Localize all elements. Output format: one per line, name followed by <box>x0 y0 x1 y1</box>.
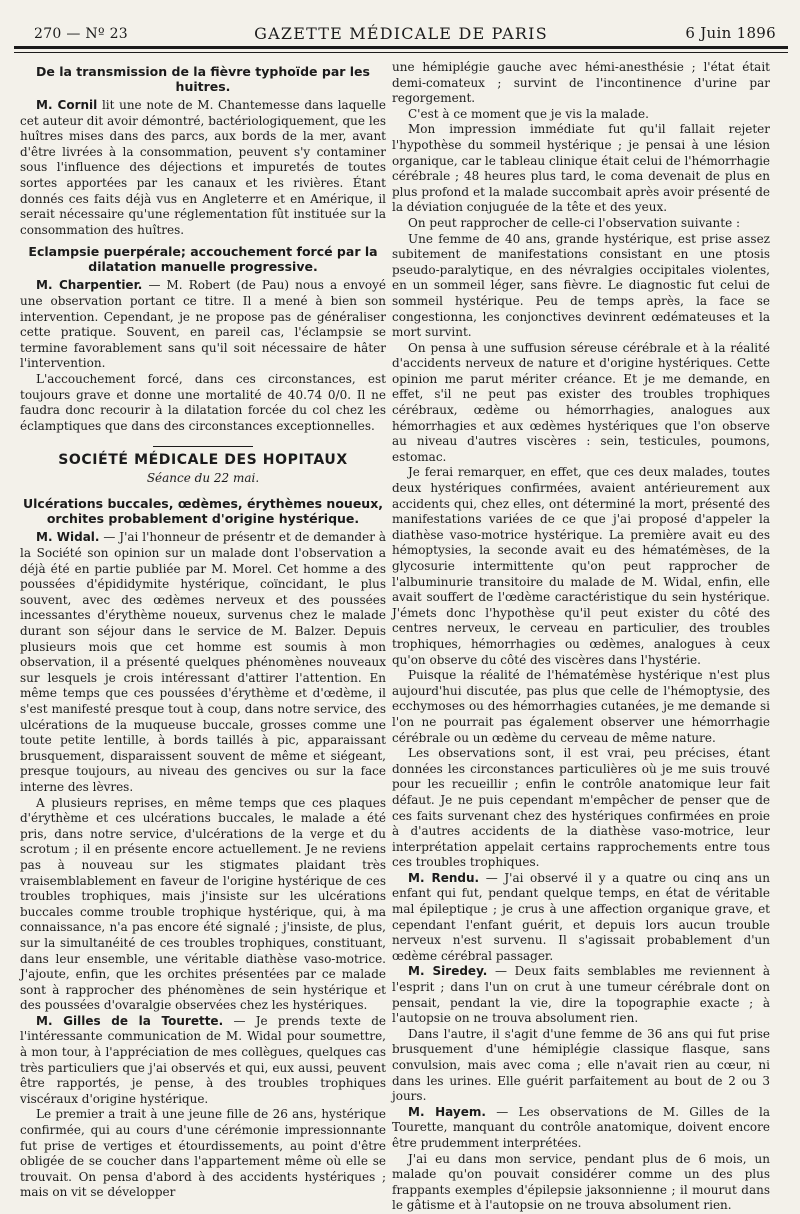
paragraph: On peut rapprocher de celle-ci l'observation suivante : <box>408 215 741 230</box>
paragraph: — Deux faits semblables me reviennent à l'esprit ; dans l'un on crut à une tumeur cérébrale dont on pensait, pendant la vie, dire la topographie exacte ; à l'autopsie on ne trouva absolument rien. <box>392 964 770 1026</box>
paragraph: J'ai eu dans mon service, pendant plus de 6 mois, un malade qu'on pouvait considérer comme un des plus frappants exemples d'épilepsie jaksonnienne ; il mourut dans le gâtisme et à l'autopsie on ne trouva absolument rien. <box>392 1151 770 1213</box>
paragraph: — Les observations de M. Gilles de la Tourette, manquant du contrôle anatomique, doivent encore être prudemment interprétées. <box>392 1104 770 1150</box>
speaker-widal: M. Widal. <box>36 530 100 545</box>
paragraph: Dans l'autre, il s'agit d'une femme de 36 ans qui fut prise brusquement d'une hémiplégie classique flasque, sans convulsion, mais avec coma ; elle n'avait rien au cœur, ni dans les urines. Elle guérit parfaitement au bout de 2 ou 3 jours. <box>392 1026 770 1104</box>
paragraph: Mon impression immédiate fut qu'il fallait rejeter l'hypothèse du sommeil hystérique ; je pensai à une lésion organique, car le tableau clinique était celui de l'hémorrhagie cérébrale ; 48 heures plus tard, le coma devenait de plus en plus profond et la malade succombait après avoir présenté de la déviation conjuguée de la tête et des yeux. <box>392 122 771 215</box>
paragraph: Le premier a trait à une jeune fille de 26 ans, hystérique confirmée, qui au cours d'une cérémonie impressionnante fut prise de vertiges et étourdissements, au point d'être obligée de se coucher dans l'appartement même où elle se trouvait. On pensa d'abord à des accidents hystériques ; mais on vit se développer <box>20 1107 386 1200</box>
issue-date: 6 Juin 1896 <box>685 24 776 42</box>
left-column <box>20 60 386 1201</box>
speaker-charpentier: M. Charpentier. <box>36 278 143 293</box>
paragraph: Les observations sont, il est vrai, peu précises, étant données les circonstances particulières où je me suis trouvé pour les recueillir ; enfin le contrôle anatomique leur fait défaut. Je ne puis cependant m'empêcher de penser que de ces faits survenant chez des hystériques confirmées en proie à d'autres accidents de la diathèse vaso-motrice, leur interprétation appelait certains rapprochements entre tous ces troubles trophiques. <box>392 746 770 870</box>
header-rule <box>14 52 788 53</box>
paragraph: une hémiplégie gauche avec hémi-anesthésie ; l'état était demi-comateux ; survint de l'incontinence d'urine par regorgement. <box>392 60 770 106</box>
paragraph: Une femme de 40 ans, grande hystérique, est prise assez subitement de manifestations consistant en une ptosis pseudo-paralytique, en des névralgies occipitales violentes, en un sommeil léger, sans fièvre. Le diagnostic fut celui de sommeil hystérique. Peu de temps après, la face se congestionna, les conjonctives devinrent œdémateuses et la mort survint. <box>392 231 770 340</box>
section-divider <box>153 446 253 447</box>
session-date: Séance du 22 mai. <box>146 470 260 485</box>
section-heading-typhoid: De la transmission de la fièvre typhoïde par les huitres. <box>36 64 370 94</box>
speaker-siredey: M. Siredey. <box>408 964 488 979</box>
speaker-cornil: M. Cornil <box>36 98 98 112</box>
right-column <box>392 60 770 1214</box>
paragraph: C'est à ce moment que je vis la malade. <box>408 106 649 121</box>
paragraph: On pensa à une suffusion séreuse cérébrale et à la réalité d'accidents nerveux de nature et d'origine hystériques. Cette opinion me parut mériter créance. Et je me demande, en effet, s'il ne peut pas exister des troubles trophiques cérébraux, œdème ou hémorrhagies, analogues aux hémorrhagies et aux œdèmes hystériques que l'on observe au niveau d'autres viscères : sein, testicules, poumons, estomac. <box>392 340 770 464</box>
page-number: 270 — Nº 23 <box>34 26 129 42</box>
paragraph: — Je prends texte de l'intéressante communication de M. Widal pour soumettre, à mon tour, à l'appréciation de mes collègues, quelques cas très particuliers que j'ai observés et qui, eux aussi, peuvent être rapportés, je pense, à des troubles trophiques viscéraux d'origine hystérique. <box>20 1013 386 1106</box>
paragraph: — M. Robert (de Pau) nous a envoyé une observation portant ce titre. Il a mené à bien son intervention. Cependant, je ne propose pas de généraliser cette pratique. Souvent, en pareil cas, l'éclampsie se termine favorablement sans qu'il soit nécessaire de hâter l'intervention. <box>20 278 386 371</box>
paragraph: Puisque la réalité de l'hématémèse hystérique n'est plus aujourd'hui discutée, pas plus que celle de l'hémoptysie, des ecchymoses ou des hémorrhagies cutanées, je me demande si l'on ne pourrait pas également observer une hémorrhagie cérébrale ou un œdème du cerveau de même nature. <box>392 668 770 745</box>
page-header <box>14 14 788 49</box>
speaker-gilles-de-la-tourette: M. Gilles de la Tourette. <box>36 1013 224 1028</box>
paragraph: — J'ai observé il y a quatre ou cinq ans un enfant qui fut, pendant quelque temps, en état de véritable mal épileptique ; je crus à une affection organique grave, et cependant l'enfant guérit, et depuis lors aucun trouble nerveux n'est survenu. Il s'agissait probablement d'un œdème cérébral passager. <box>392 870 770 963</box>
section-heading-eclampsie: Eclampsie puerpérale; accouchement forcé par la dilatation manuelle progressive. <box>28 244 378 275</box>
section-heading-ulcerations: Ulcérations buccales, œdèmes, érythèmes noueux, orchites probablement d'origine hystérique. <box>22 496 384 527</box>
journal-title: GAZETTE MÉDICALE DE PARIS <box>254 24 548 43</box>
paragraph: — J'ai l'honneur de présentr et de demander à la Société son opinion sur un malade dont l'observation a déjà été en partie publiée par M. Morel. Cet homme a des poussées d'épididymite hystérique, coïncidant, le plus souvent, avec des œdèmes nerveux et des poussées incessantes d'érythème noueux, survenus chez le malade durant son séjour dans le service de M. Balzer. Depuis plusieurs mois que cet homme est soumis à mon observation, il a présenté quelques phénomènes nouveaux sur lesquels je crois intéressant d'attirer l'attention. En même temps que ces poussées d'érythème et d'œdème, il s'est manifesté presque tout à coup, dans notre service, des ulcérations de la muqueuse buccale, grosses comme une toute petite lentille, à bords taillés à pic, apparaissant brusquement, disparaissent souvent de même et siégeant, presque toujours, au niveau des gencives ou sur la face interne des lèvres. <box>20 530 386 794</box>
speaker-rendu: M. Rendu. <box>408 870 480 885</box>
paragraph: L'accouchement forcé, dans ces circonstances, est toujours grave et donne une mortalité de 40.74 0/0. Il ne faudra donc recourir à la dilatation forcée du col chez les éclamptiques que dans des circonstances exceptionnelles. <box>20 371 386 433</box>
paragraph: lit une note de M. Chantemesse dans laquelle cet auteur dit avoir démontré, bactériologiquement, que les huîtres mises dans des parcs, aux bords de la mer, avant d'être livrées à la consommation, peuvent s'y contaminer sous l'influence des déjections et impuretés de toutes sortes apportées par les canaux et les rivières. Étant donnés ces faits déjà vus en Angleterre et en Amérique, il serait nécessaire qu'une réglementation fût instituée sur la consommation des huîtres. <box>20 98 386 237</box>
society-title: SOCIÉTÉ MÉDICALE DES HOPITAUX <box>58 452 348 469</box>
paragraph: A plusieurs reprises, en même temps que ces plaques d'érythème et ces ulcérations buccales, le malade a été pris, dans notre service, d'ulcérations de la verge et du scrotum ; il en présente encore actuellement. Je ne reviens pas à nouveau sur les stigmates plaidant très vraisemblablement en faveur de l'origine hystérique de ces troubles trophiques, mais j'insiste sur les ulcérations buccales comme trouble trophique hystérique, qui, à ma connaissance, n'a pas encore été signalé ; j'insiste, de plus, sur la simultanéité de ces troubles trophiques, constituant, dans leur ensemble, une véritable diathèse vaso-motrice. J'ajoute, enfin, que les orchites présentées par ce malade sont à rapprocher des phénomènes de sein hystérique et des poussées d'ovaralgie observées chez les hystériques. <box>20 795 386 1013</box>
speaker-hayem: M. Hayem. <box>408 1104 486 1119</box>
paragraph: Je ferai remarquer, en effet, que ces deux malades, toutes deux hystériques confirmées, avaient antérieurement aux accidents qui, chez elles, ont déterminé la mort, présenté des manifestations variées de ce que j'ai proposé d'appeler la diathèse vaso-motrice hystérique. La première avait eu des hémoptysies, la seconde avait eu des hématémèses, de la glycosurie intermittente qu'on peut rapprocher de l'albuminurie transitoire du malade de M. Widal, enfin, elle avait souffert de l'œdème caractéristique du sein hystérique. J'émets donc l'hypothèse qu'il peut exister du côté des centres nerveux, le cerveau en particulier, des troubles trophiques, hémorrhagies ou œdèmes, analogues à ceux qu'on observe du côté des viscères dans l'hystérie. <box>392 465 770 667</box>
